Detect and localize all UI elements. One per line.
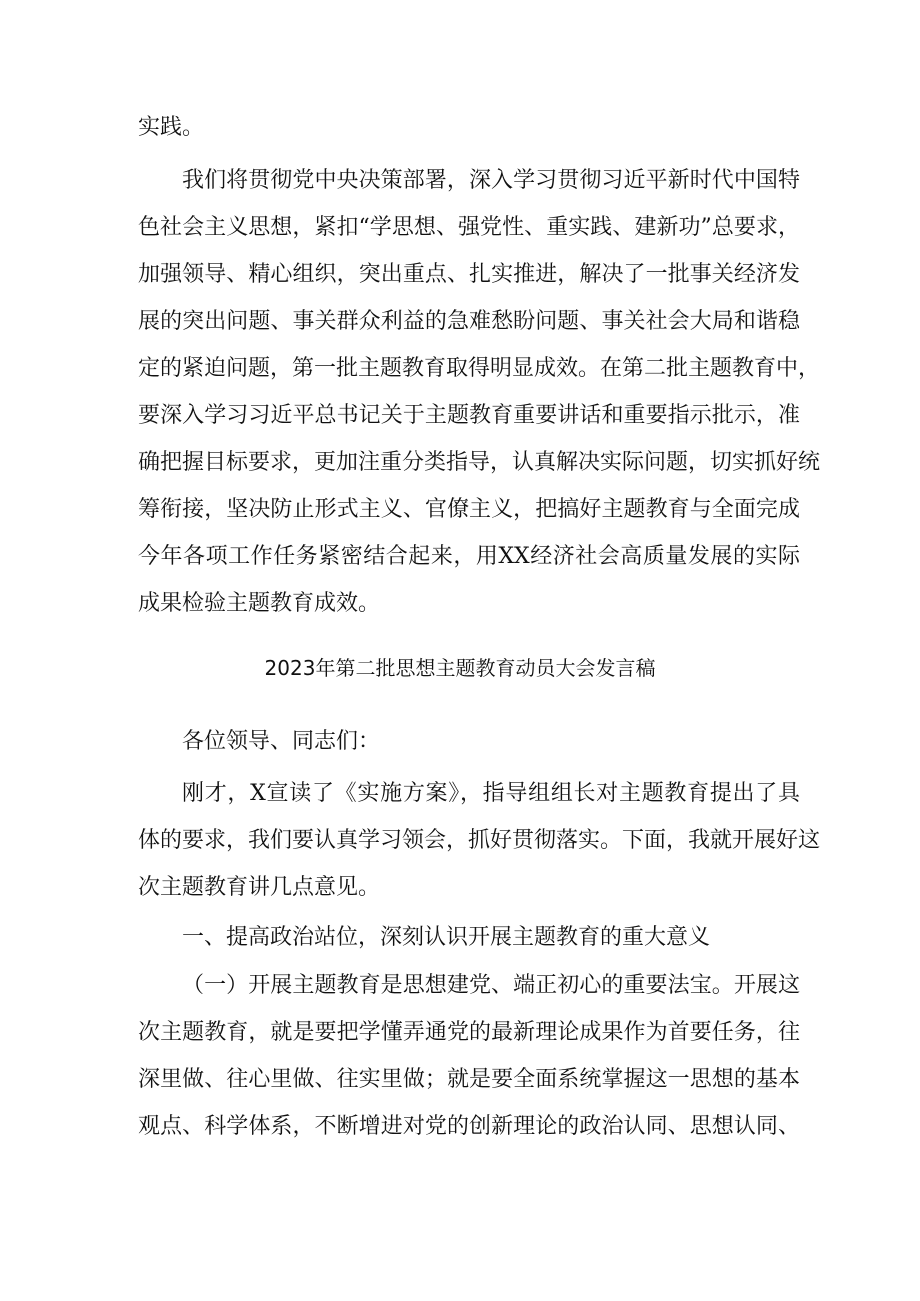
text-line: 次主题教育，就是要把学懂弄通党的最新理论成果作为首要任务，往	[138, 1020, 800, 1045]
text-line: 观点、科学体系，不断增进对党的创新理论的政治认同、思想认同、	[138, 1114, 800, 1139]
paragraph-opening	[138, 770, 821, 911]
document-title: 2023年第二批思想主题教育动员大会发言稿	[264, 656, 656, 680]
text-line: 今年各项工作任务紧密结合起来，用XX经济社会高质量发展的实际	[138, 544, 800, 569]
text-line: 实践。	[138, 115, 205, 140]
paragraph-commitment	[138, 157, 821, 627]
text-line: 确把握目标要求，更加注重分类指导，认真解决实际问题，切实抓好统	[138, 450, 821, 475]
paragraph-continuation	[138, 104, 800, 151]
text-line: 筹衔接，坚决防止形式主义、官僚主义，把搞好主题教育与全面完成	[138, 497, 800, 522]
text-line: 加强领导、精心组织，突出重点、扎实推进，解决了一批事关经济发	[138, 262, 800, 287]
section-heading-1: 一、提高政治站位，深刻认识开展主题教育的重大意义	[182, 925, 711, 950]
text-line: 次主题教育讲几点意见。	[138, 875, 381, 900]
text-line: 我们将贯彻党中央决策部署，深入学习贯彻习近平新时代中国特	[182, 168, 800, 193]
text-line: 色社会主义思想，紧扣“学思想、强党性、重实践、建新功”总要求，	[138, 215, 800, 240]
text-line: （一）开展主题教育是思想建党、端正初心的重要法宝。开展这	[182, 973, 800, 998]
text-line: 展的突出问题、事关群众利益的急难愁盼问题、事关社会大局和谐稳	[138, 309, 800, 334]
text-line: 要深入学习习近平总书记关于主题教育重要讲话和重要指示批示，准	[138, 403, 800, 428]
salutation: 各位领导、同志们：	[182, 729, 381, 754]
text-line: 成果检验主题教育成效。	[138, 591, 381, 616]
paragraph-section-1-1	[138, 962, 800, 1150]
text-line: 刚才，X宣读了《实施方案》，指导组组长对主题教育提出了具	[182, 781, 800, 806]
text-line: 深里做、往心里做、往实里做；就是要全面系统掌握这一思想的基本	[138, 1067, 800, 1092]
text-line: 定的紧迫问题，第一批主题教育取得明显成效。在第二批主题教育中，	[138, 356, 821, 381]
text-line: 体的要求，我们要认真学习领会，抓好贯彻落实。下面，我就开展好这	[138, 828, 821, 853]
